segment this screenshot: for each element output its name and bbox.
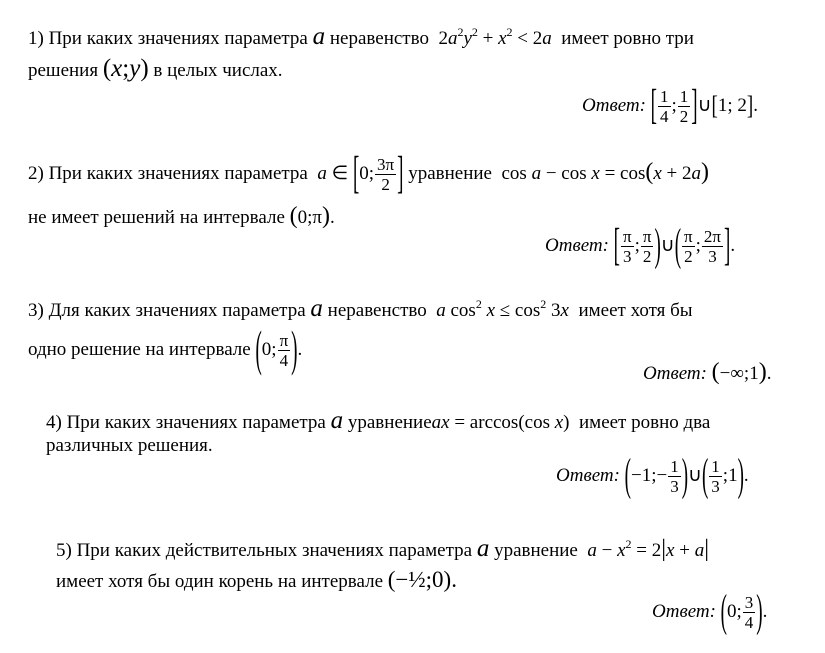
problem-4-text-2: уравнение (347, 412, 432, 433)
problem-3-answer-value: (−∞;1). (711, 359, 772, 385)
problem-3-line-1 (28, 296, 693, 321)
problem-3-answer (643, 360, 771, 384)
problem-2-line-2 (28, 204, 335, 228)
problem-1-line-2 (28, 56, 283, 81)
problem-2-answer-label: Ответ: (545, 234, 609, 256)
problem-5-interval: (−½;0). (387, 567, 457, 592)
problem-1-pair: (x;y) (102, 55, 149, 82)
problem-5-answer (652, 587, 768, 638)
problem-2-line-1 (28, 149, 710, 200)
problem-4-line2-text: различных решения. (46, 435, 213, 456)
problem-4-answer-value: (−1;− $\frac{1}{3}$ )∪( $\frac{1}{3}$ ;1). (624, 451, 749, 502)
problem-3-text-3: имеет хотя бы (578, 300, 693, 321)
problem-4-line-1 (46, 408, 710, 433)
problem-5-answer-label: Ответ: (652, 600, 716, 622)
problem-1-formula: $2a^2y^2 + x^2 < 2a$ (438, 25, 552, 49)
problem-3-text-2: неравенство (327, 300, 427, 321)
problem-5-line-2 (56, 568, 457, 591)
problem-4-answer (556, 451, 749, 502)
problem-2-interval: (0;π). (289, 203, 335, 229)
problem-2-line2-text: не имеет решений на интервале (28, 207, 285, 228)
problem-5-param: a (476, 535, 490, 562)
problem-1-line2-text: решения (28, 60, 99, 81)
problem-5-line2-text: имеет хотя бы один корень на интервале (56, 571, 384, 592)
problem-1-line-1 (28, 24, 694, 49)
problem-3-text: 3) Для каких значениях параметра (28, 300, 306, 321)
problem-2-text-2: уравнение (408, 162, 492, 184)
problem-5-formula: $a - x^2 = 2|x + a|$ (587, 536, 710, 562)
problem-1-text-3: имеет ровно три (561, 28, 694, 49)
problem-3-answer-label: Ответ: (643, 363, 707, 384)
problem-4-text-3: имеет ровно два (579, 412, 711, 433)
problem-3-interval: (0; $\frac{\pi}{4}$ ). (255, 323, 303, 378)
problem-4-answer-label: Ответ: (556, 464, 620, 486)
problem-3-line-2 (28, 323, 303, 378)
problem-5-text-2: уравнение (494, 540, 578, 561)
problem-2-text: 2) При каких значениях параметра (28, 162, 308, 184)
problem-4-formula: ax = arccos(cos x) (431, 412, 570, 433)
problem-1-param: a (312, 23, 326, 50)
problem-5-line-1 (56, 536, 709, 561)
problem-2-formula: cos a − cos x = cos(x + 2a) (501, 158, 710, 185)
problem-4-text: 4) При каких значениях параметра (46, 412, 326, 433)
problem-5-text: 5) При каких действительных значениях параметра (56, 540, 473, 561)
problem-1-line2-text-2: в целых числах. (153, 60, 283, 81)
problem-5-answer-value: (0; $\frac{3}{4}$ ). (720, 587, 768, 638)
problem-3-formula: a $\cos^2 x \le \cos^2 3x$ (436, 297, 569, 321)
problem-2-condition: a ∈ [0; $\frac{3\pi}{2}$ ] (317, 149, 404, 200)
problem-1-text: 1) При каких значениях параметра (28, 28, 308, 49)
problem-4-line-2 (46, 436, 213, 455)
problem-2-answer (545, 221, 736, 272)
problem-4-param: a (330, 407, 344, 434)
problem-1-answer (582, 83, 758, 130)
problem-2-answer-value: [ $\frac{\pi}{3}$ ; $\frac{\pi}{2}$ )∪( $\frac{\pi}{2}$ ; $\frac{2\pi}{3}$ ]. (613, 221, 736, 272)
problem-1-text-2: неравенство (329, 28, 429, 49)
problem-3-line2-text: одно решение на интервале (28, 338, 251, 360)
problem-3-param: a (310, 295, 323, 322)
problem-1-answer-value: [ $\frac{1}{4}$ ; $\frac{1}{2}$ ]∪[1; 2]. (650, 83, 758, 130)
problem-1-answer-label: Ответ: (582, 94, 646, 116)
